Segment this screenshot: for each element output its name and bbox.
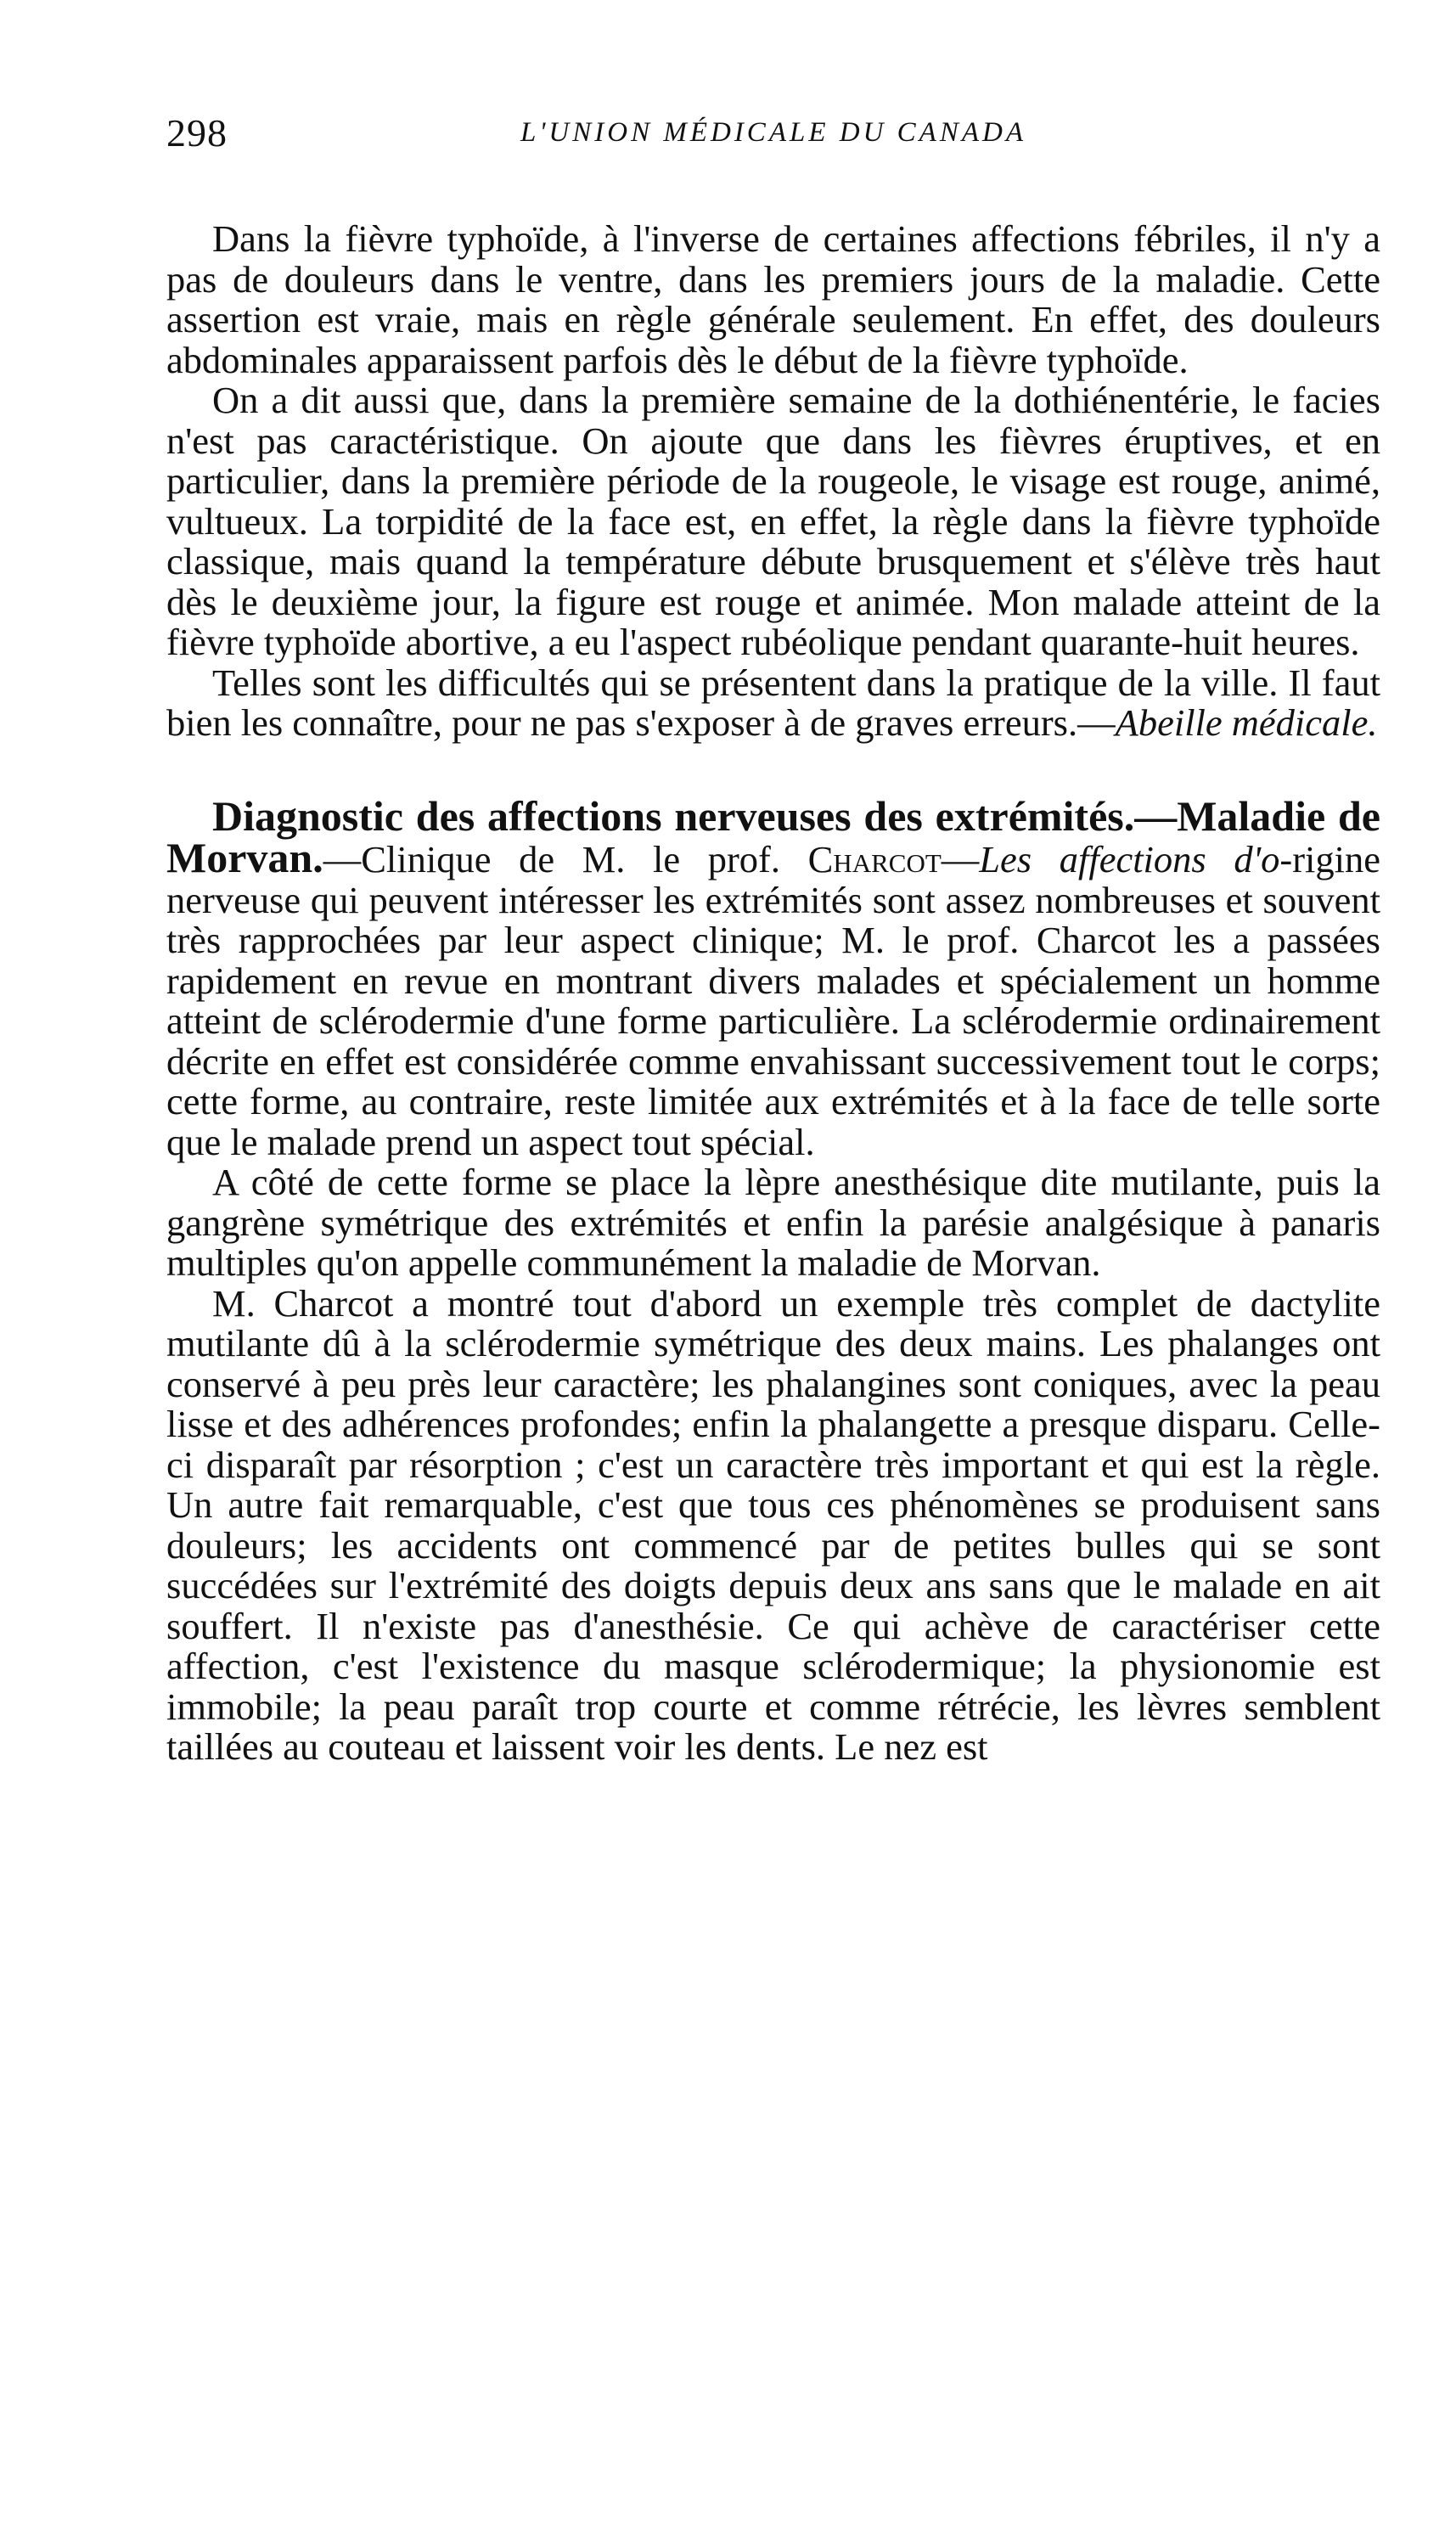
article-title: Diagnostic des affections nerveuses des extrémités.—Maladie de Morvan. [166, 791, 1380, 881]
article-paragraph-3: M. Charcot a montré tout d'abord un exemple très complet de dactylite mutilante dû à la sclérodermie symétrique des deux mains. Les phalanges ont conservé à peu près leur caractère; les phalangines sont coniques, avec la peau lisse et des adhérences profondes; enfin la phalangette a presque disparu. Celle-ci disparaît par résorption ; c'est un caractère très important et qui est la règle. Un autre fait remarquable, c'est que tous ces phénomènes se produisent sans douleurs; les accidents ont commencé par de petites bulles qui se sont succédées sur l'extrémité des doigts depuis deux ans sans que le malade en ait souffert. Il n'existe pas d'anesthésie. Ce qui achève de caractériser cette affection, c'est l'existence du masque sclérodermique; la physionomie est immobile; la peau paraît trop courte et comme rétrécie, les lèvres semblent taillées au couteau et laissent voir les dents. Le nez est [166, 1281, 1380, 1768]
page-number: 298 [166, 111, 228, 155]
paragraph-difficulties-text: Telles sont les difficultés qui se présentent dans la pratique de la ville. Il faut bien les connaître, pour ne pas s'exposer à de graves erreurs.— [166, 661, 1380, 744]
page-header [166, 110, 1380, 170]
article-paragraph-1-rest: rigine nerveuse qui peuvent intéresser les extrémités sont assez nombreuses et souvent très rapprochées par leur aspect clinique; M. le prof. Charcot les a passées rapidement en revue en montrant divers malades et spécialement un homme atteint de sclérodermie d'une forme particulière. La sclérodermie ordinairement décrite en effet est considérée comme envahissant successivement tout le corps; cette forme, au contraire, reste limitée aux extrémités et à la face de telle sorte que le malade prend un aspect tout spécial. [166, 838, 1380, 1163]
byline-author: Charcot [807, 838, 942, 880]
paragraph-difficulties [166, 663, 1380, 744]
paragraph-typhoid-facies: On a dit aussi que, dans la première semaine de la dothiénentérie, le facies n'est pas caractéristique. On ajoute que dans les fièvres éruptives, et en particulier, dans la première période de la rougeole, le visage est rouge, animé, vultueux. La torpidité de la face est, en effet, la règle dans la fièvre typhoïde classique, mais quand la température débute brusquement et s'élève très haut dès le deuxième jour, la figure est rouge et animée. Mon malade atteint de la fièvre typhoïde abortive, a eu l'aspect rubéolique pendant quarante-huit heures. [166, 379, 1380, 663]
running-title: L'UNION MÉDICALE DU CANADA [520, 117, 1026, 148]
document-page [166, 110, 1380, 1768]
article-paragraph-2: A côté de cette forme se place la lèpre anesthésique dite mutilante, puis la gangrène symétrique des extrémités et enfin la parésie analgésique à panaris multiples qu'on appelle communément la maladie de Morvan. [166, 1161, 1380, 1284]
section-gap [166, 744, 1380, 796]
lead-italic: Les affections d'o- [979, 838, 1293, 880]
byline-prefix: —Clinique de M. le prof. [323, 838, 781, 880]
paragraph-typhoid-pain: Dans la fièvre typhoïde, à l'inverse de certaines affections fébriles, il n'y a pas de douleurs dans le ventre, dans les premiers jours de la maladie. Cette assertion est vraie, mais en règle générale seulement. En effet, des douleurs abdominales apparaissent parfois dès le début de la fièvre typhoïde. [166, 217, 1380, 381]
byline-suffix: — [941, 838, 980, 880]
source-citation: Abeille médicale. [1115, 701, 1378, 744]
article-lead-paragraph [166, 791, 1380, 1163]
